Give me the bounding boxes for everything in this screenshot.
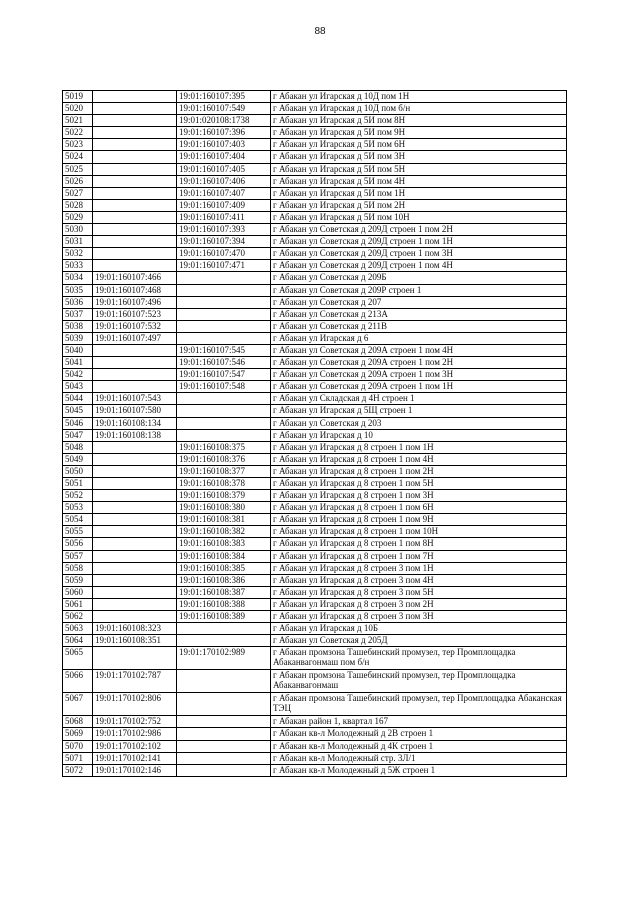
table-row [63, 393, 567, 405]
row-number-cell: 5048 [63, 441, 93, 453]
cadastral-number-cell: 19:01:170102:102 [93, 740, 177, 752]
room-cadastral-number-cell [177, 728, 271, 740]
table-row [63, 405, 567, 417]
row-number-cell: 5036 [63, 296, 93, 308]
cadastral-number-cell [93, 139, 177, 151]
table-row [63, 211, 567, 223]
room-cadastral-number-cell: 19:01:160107:407 [177, 187, 271, 199]
room-cadastral-number-cell [177, 740, 271, 752]
row-number-cell: 5056 [63, 538, 93, 550]
table-row [63, 284, 567, 296]
cadastral-number-cell [93, 550, 177, 562]
room-cadastral-number-cell [177, 635, 271, 647]
table-row [63, 139, 567, 151]
table-row [63, 490, 567, 502]
row-number-cell: 5054 [63, 514, 93, 526]
table-row [63, 91, 567, 103]
cadastral-number-cell [93, 490, 177, 502]
table-row [63, 550, 567, 562]
table-row [63, 728, 567, 740]
address-cell: г Абакан ул Игарская д 5И пом 6Н [271, 139, 567, 151]
cadastral-number-cell [93, 538, 177, 550]
room-cadastral-number-cell: 19:01:160107:395 [177, 91, 271, 103]
room-cadastral-number-cell: 19:01:160107:546 [177, 357, 271, 369]
row-number-cell: 5023 [63, 139, 93, 151]
room-cadastral-number-cell: 19:01:160107:411 [177, 211, 271, 223]
table-row [63, 332, 567, 344]
cadastral-number-cell [93, 357, 177, 369]
row-number-cell: 5021 [63, 115, 93, 127]
room-cadastral-number-cell: 19:01:160108:387 [177, 586, 271, 598]
room-cadastral-number-cell: 19:01:160108:386 [177, 574, 271, 586]
row-number-cell: 5062 [63, 611, 93, 623]
room-cadastral-number-cell: 19:01:160108:384 [177, 550, 271, 562]
room-cadastral-number-cell: 19:01:160108:376 [177, 453, 271, 465]
row-number-cell: 5030 [63, 224, 93, 236]
row-number-cell: 5031 [63, 236, 93, 248]
table-row [63, 514, 567, 526]
table-row [63, 308, 567, 320]
room-cadastral-number-cell [177, 623, 271, 635]
table-row [63, 502, 567, 514]
address-cell: г Абакан ул Игарская д 5И пом 4Н [271, 175, 567, 187]
cadastral-number-cell: 19:01:160107:466 [93, 272, 177, 284]
row-number-cell: 5039 [63, 332, 93, 344]
table-row [63, 693, 567, 716]
table-row [63, 175, 567, 187]
cadastral-number-cell: 19:01:160107:468 [93, 284, 177, 296]
cadastral-number-cell: 19:01:170102:787 [93, 670, 177, 693]
room-cadastral-number-cell: 19:01:160107:547 [177, 369, 271, 381]
cadastral-number-cell [93, 611, 177, 623]
address-cell: г Абакан ул Советская д 209А строен 1 пом 1Н [271, 381, 567, 393]
address-cell: г Абакан район 1, квартал 167 [271, 716, 567, 728]
room-cadastral-number-cell [177, 429, 271, 441]
cadastral-number-cell [93, 526, 177, 538]
room-cadastral-number-cell: 19:01:160108:379 [177, 490, 271, 502]
cadastral-number-cell [93, 586, 177, 598]
row-number-cell: 5063 [63, 623, 93, 635]
table-row [63, 441, 567, 453]
cadastral-number-cell: 19:01:160108:351 [93, 635, 177, 647]
row-number-cell: 5050 [63, 465, 93, 477]
table-row [63, 752, 567, 764]
row-number-cell: 5033 [63, 260, 93, 272]
address-cell: г Абакан ул Советская д 209А строен 1 пом 2Н [271, 357, 567, 369]
cadastral-number-cell: 19:01:160107:523 [93, 308, 177, 320]
cadastral-number-cell [93, 151, 177, 163]
row-number-cell: 5034 [63, 272, 93, 284]
room-cadastral-number-cell [177, 308, 271, 320]
row-number-cell: 5020 [63, 103, 93, 115]
cadastral-number-cell [93, 344, 177, 356]
cadastral-number-cell [93, 248, 177, 260]
room-cadastral-number-cell: 19:01:160107:549 [177, 103, 271, 115]
room-cadastral-number-cell [177, 393, 271, 405]
table-row [63, 598, 567, 610]
table-row [63, 296, 567, 308]
address-cell: г Абакан ул Игарская д 8 строен 3 пом 1Н [271, 562, 567, 574]
cadastral-number-cell: 19:01:160108:138 [93, 429, 177, 441]
room-cadastral-number-cell: 19:01:160107:471 [177, 260, 271, 272]
cadastral-number-cell [93, 127, 177, 139]
address-cell: г Абакан ул Игарская д 10Д пом 1Н [271, 91, 567, 103]
table-row [63, 115, 567, 127]
address-cell: г Абакан ул Советская д 211В [271, 320, 567, 332]
cadastral-number-cell [93, 562, 177, 574]
cadastral-number-cell: 19:01:160107:580 [93, 405, 177, 417]
table-row [63, 635, 567, 647]
address-cell: г Абакан ул Игарская д 8 строен 1 пом 2Н [271, 465, 567, 477]
row-number-cell: 5028 [63, 199, 93, 211]
room-cadastral-number-cell: 19:01:160108:381 [177, 514, 271, 526]
address-cell: г Абакан ул Игарская д 8 строен 1 пом 3Н [271, 490, 567, 502]
room-cadastral-number-cell: 19:01:160107:403 [177, 139, 271, 151]
cadastral-number-cell: 19:01:170102:806 [93, 693, 177, 716]
cadastral-number-cell [93, 260, 177, 272]
table-row [63, 478, 567, 490]
cadastral-number-cell [93, 647, 177, 670]
room-cadastral-number-cell: 19:01:160108:377 [177, 465, 271, 477]
address-cell: г Абакан ул Игарская д 5И пом 3Н [271, 151, 567, 163]
row-number-cell: 5053 [63, 502, 93, 514]
table-row [63, 623, 567, 635]
address-cell: г Абакан ул Игарская д 5И пом 1Н [271, 187, 567, 199]
row-number-cell: 5068 [63, 716, 93, 728]
address-cell: г Абакан промзона Ташебинский промузел, тер Промплощадка Абаканвагонмаш пом б/н [271, 647, 567, 670]
room-cadastral-number-cell: 19:01:160107:394 [177, 236, 271, 248]
cadastral-number-cell: 19:01:160107:497 [93, 332, 177, 344]
address-cell: г Абакан ул Советская д 209Р строен 1 [271, 284, 567, 296]
row-number-cell: 5066 [63, 670, 93, 693]
room-cadastral-number-cell: 19:01:160108:380 [177, 502, 271, 514]
cadastral-number-cell [93, 502, 177, 514]
table-row [63, 260, 567, 272]
row-number-cell: 5019 [63, 91, 93, 103]
row-number-cell: 5037 [63, 308, 93, 320]
row-number-cell: 5072 [63, 764, 93, 776]
row-number-cell: 5065 [63, 647, 93, 670]
table-row [63, 248, 567, 260]
table-row [63, 369, 567, 381]
table-row [63, 716, 567, 728]
table-row [63, 103, 567, 115]
table-row [63, 127, 567, 139]
address-cell: г Абакан ул Игарская д 8 строен 1 пом 8Н [271, 538, 567, 550]
row-number-cell: 5047 [63, 429, 93, 441]
row-number-cell: 5058 [63, 562, 93, 574]
room-cadastral-number-cell [177, 320, 271, 332]
row-number-cell: 5027 [63, 187, 93, 199]
row-number-cell: 5029 [63, 211, 93, 223]
room-cadastral-number-cell: 19:01:160107:545 [177, 344, 271, 356]
row-number-cell: 5052 [63, 490, 93, 502]
row-number-cell: 5042 [63, 369, 93, 381]
table-row [63, 224, 567, 236]
address-cell: г Абакан ул Советская д 209Д строен 1 пом 4Н [271, 260, 567, 272]
address-cell: г Абакан ул Игарская д 8 строен 1 пом 5Н [271, 478, 567, 490]
table-row [63, 538, 567, 550]
row-number-cell: 5046 [63, 417, 93, 429]
cadastral-number-cell: 19:01:160108:134 [93, 417, 177, 429]
row-number-cell: 5051 [63, 478, 93, 490]
row-number-cell: 5040 [63, 344, 93, 356]
address-cell: г Абакан ул Игарская д 5И пом 5Н [271, 163, 567, 175]
row-number-cell: 5025 [63, 163, 93, 175]
row-number-cell: 5057 [63, 550, 93, 562]
cadastral-number-cell [93, 91, 177, 103]
row-number-cell: 5061 [63, 598, 93, 610]
table-row [63, 611, 567, 623]
table-row [63, 526, 567, 538]
room-cadastral-number-cell: 19:01:160107:396 [177, 127, 271, 139]
row-number-cell: 5022 [63, 127, 93, 139]
address-cell: г Абакан ул Игарская д 5И пом 8Н [271, 115, 567, 127]
address-cell: г Абакан ул Игарская д 10Б [271, 623, 567, 635]
address-cell: г Абакан ул Игарская д 8 строен 1 пом 4Н [271, 453, 567, 465]
cadastral-number-cell [93, 211, 177, 223]
table-row [63, 272, 567, 284]
table-row [63, 574, 567, 586]
cadastral-number-cell [93, 574, 177, 586]
row-number-cell: 5041 [63, 357, 93, 369]
address-cell: г Абакан ул Советская д 209Б [271, 272, 567, 284]
address-cell: г Абакан ул Игарская д 8 строен 1 пом 9Н [271, 514, 567, 526]
room-cadastral-number-cell [177, 332, 271, 344]
room-cadastral-number-cell: 19:01:160107:548 [177, 381, 271, 393]
table-row [63, 199, 567, 211]
registry-table [62, 90, 567, 777]
row-number-cell: 5026 [63, 175, 93, 187]
cadastral-number-cell: 19:01:170102:752 [93, 716, 177, 728]
registry-table-body [63, 91, 567, 777]
address-cell: г Абакан ул Игарская д 8 строен 1 пом 7Н [271, 550, 567, 562]
row-number-cell: 5038 [63, 320, 93, 332]
table-row [63, 647, 567, 670]
address-cell: г Абакан ул Игарская д 8 строен 3 пом 4Н [271, 574, 567, 586]
room-cadastral-number-cell: 19:01:160107:406 [177, 175, 271, 187]
table-row [63, 586, 567, 598]
address-cell: г Абакан ул Советская д 209Д строен 1 пом 2Н [271, 224, 567, 236]
address-cell: г Абакан ул Игарская д 6 [271, 332, 567, 344]
address-cell: г Абакан ул Игарская д 10 [271, 429, 567, 441]
room-cadastral-number-cell: 19:01:160107:405 [177, 163, 271, 175]
row-number-cell: 5045 [63, 405, 93, 417]
table-row [63, 344, 567, 356]
table-row [63, 357, 567, 369]
table-row [63, 453, 567, 465]
row-number-cell: 5035 [63, 284, 93, 296]
row-number-cell: 5049 [63, 453, 93, 465]
room-cadastral-number-cell: 19:01:160108:385 [177, 562, 271, 574]
cadastral-number-cell [93, 369, 177, 381]
cadastral-number-cell: 19:01:160107:496 [93, 296, 177, 308]
cadastral-number-cell [93, 199, 177, 211]
room-cadastral-number-cell [177, 272, 271, 284]
room-cadastral-number-cell: 19:01:020108:1738 [177, 115, 271, 127]
cadastral-number-cell: 19:01:160108:323 [93, 623, 177, 635]
cadastral-number-cell [93, 453, 177, 465]
address-cell: г Абакан ул Игарская д 8 строен 1 пом 6Н [271, 502, 567, 514]
row-number-cell: 5064 [63, 635, 93, 647]
table-row [63, 465, 567, 477]
room-cadastral-number-cell: 19:01:160108:389 [177, 611, 271, 623]
room-cadastral-number-cell: 19:01:160107:470 [177, 248, 271, 260]
table-row [63, 320, 567, 332]
row-number-cell: 5055 [63, 526, 93, 538]
cadastral-number-cell [93, 381, 177, 393]
cadastral-number-cell [93, 175, 177, 187]
address-cell: г Абакан ул Советская д 209Д строен 1 пом 1Н [271, 236, 567, 248]
address-cell: г Абакан ул Складская д 4Н строен 1 [271, 393, 567, 405]
cadastral-number-cell [93, 187, 177, 199]
table-row [63, 429, 567, 441]
address-cell: г Абакан ул Советская д 209Д строен 1 пом 3Н [271, 248, 567, 260]
address-cell: г Абакан ул Советская д 203 [271, 417, 567, 429]
room-cadastral-number-cell: 19:01:160107:409 [177, 199, 271, 211]
room-cadastral-number-cell [177, 716, 271, 728]
room-cadastral-number-cell [177, 417, 271, 429]
room-cadastral-number-cell [177, 764, 271, 776]
room-cadastral-number-cell [177, 752, 271, 764]
address-cell: г Абакан ул Игарская д 10Д пом б/н [271, 103, 567, 115]
room-cadastral-number-cell [177, 670, 271, 693]
address-cell: г Абакан кв-л Молодежный д 4К строен 1 [271, 740, 567, 752]
address-cell: г Абакан ул Советская д 205Д [271, 635, 567, 647]
cadastral-number-cell [93, 478, 177, 490]
address-cell: г Абакан ул Игарская д 8 строен 3 пом 5Н [271, 586, 567, 598]
row-number-cell: 5024 [63, 151, 93, 163]
address-cell: г Абакан промзона Ташебинский промузел, тер Промплощадка Абаканвагонмаш [271, 670, 567, 693]
address-cell: г Абакан кв-л Молодежный стр. 3Л/1 [271, 752, 567, 764]
address-cell: г Абакан ул Игарская д 5Щ строен 1 [271, 405, 567, 417]
room-cadastral-number-cell: 19:01:160108:383 [177, 538, 271, 550]
room-cadastral-number-cell [177, 405, 271, 417]
address-cell: г Абакан ул Игарская д 8 строен 1 пом 1Н [271, 441, 567, 453]
cadastral-number-cell [93, 441, 177, 453]
table-row [63, 236, 567, 248]
room-cadastral-number-cell [177, 693, 271, 716]
address-cell: г Абакан ул Игарская д 8 строен 3 пом 3Н [271, 611, 567, 623]
room-cadastral-number-cell: 19:01:160107:404 [177, 151, 271, 163]
address-cell: г Абакан ул Игарская д 5И пом 10Н [271, 211, 567, 223]
table-row [63, 417, 567, 429]
room-cadastral-number-cell: 19:01:160107:393 [177, 224, 271, 236]
cadastral-number-cell: 19:01:170102:146 [93, 764, 177, 776]
cadastral-number-cell [93, 514, 177, 526]
room-cadastral-number-cell: 19:01:160108:382 [177, 526, 271, 538]
address-cell: г Абакан промзона Ташебинский промузел, тер Промплощадка Абаканская ТЭЦ [271, 693, 567, 716]
table-row [63, 381, 567, 393]
table-row [63, 163, 567, 175]
room-cadastral-number-cell [177, 296, 271, 308]
room-cadastral-number-cell: 19:01:160108:375 [177, 441, 271, 453]
cadastral-number-cell [93, 224, 177, 236]
cadastral-number-cell [93, 236, 177, 248]
page-number: 88 [314, 26, 326, 37]
address-cell: г Абакан ул Советская д 209А строен 1 пом 4Н [271, 344, 567, 356]
table-row [63, 740, 567, 752]
row-number-cell: 5069 [63, 728, 93, 740]
table-row [63, 187, 567, 199]
table-row [63, 562, 567, 574]
cadastral-number-cell: 19:01:160107:532 [93, 320, 177, 332]
table-row [63, 764, 567, 776]
address-cell: г Абакан ул Игарская д 5И пом 9Н [271, 127, 567, 139]
row-number-cell: 5032 [63, 248, 93, 260]
cadastral-number-cell: 19:01:170102:141 [93, 752, 177, 764]
table-row [63, 151, 567, 163]
address-cell: г Абакан кв-л Молодежный д 2В строен 1 [271, 728, 567, 740]
address-cell: г Абакан ул Советская д 209А строен 1 пом 3Н [271, 369, 567, 381]
room-cadastral-number-cell: 19:01:160108:378 [177, 478, 271, 490]
address-cell: г Абакан ул Игарская д 8 строен 1 пом 10Н [271, 526, 567, 538]
cadastral-number-cell [93, 598, 177, 610]
cadastral-number-cell [93, 103, 177, 115]
row-number-cell: 5059 [63, 574, 93, 586]
room-cadastral-number-cell: 19:01:170102:989 [177, 647, 271, 670]
row-number-cell: 5071 [63, 752, 93, 764]
address-cell: г Абакан ул Советская д 207 [271, 296, 567, 308]
cadastral-number-cell [93, 115, 177, 127]
row-number-cell: 5043 [63, 381, 93, 393]
address-cell: г Абакан кв-л Молодежный д 5Ж строен 1 [271, 764, 567, 776]
cadastral-number-cell: 19:01:170102:986 [93, 728, 177, 740]
address-cell: г Абакан ул Игарская д 5И пом 2Н [271, 199, 567, 211]
row-number-cell: 5070 [63, 740, 93, 752]
row-number-cell: 5060 [63, 586, 93, 598]
room-cadastral-number-cell: 19:01:160108:388 [177, 598, 271, 610]
cadastral-number-cell [93, 465, 177, 477]
cadastral-number-cell: 19:01:160107:543 [93, 393, 177, 405]
row-number-cell: 5044 [63, 393, 93, 405]
address-cell: г Абакан ул Советская д 213А [271, 308, 567, 320]
cadastral-number-cell [93, 163, 177, 175]
table-row [63, 670, 567, 693]
room-cadastral-number-cell [177, 284, 271, 296]
address-cell: г Абакан ул Игарская д 8 строен 3 пом 2Н [271, 598, 567, 610]
row-number-cell: 5067 [63, 693, 93, 716]
